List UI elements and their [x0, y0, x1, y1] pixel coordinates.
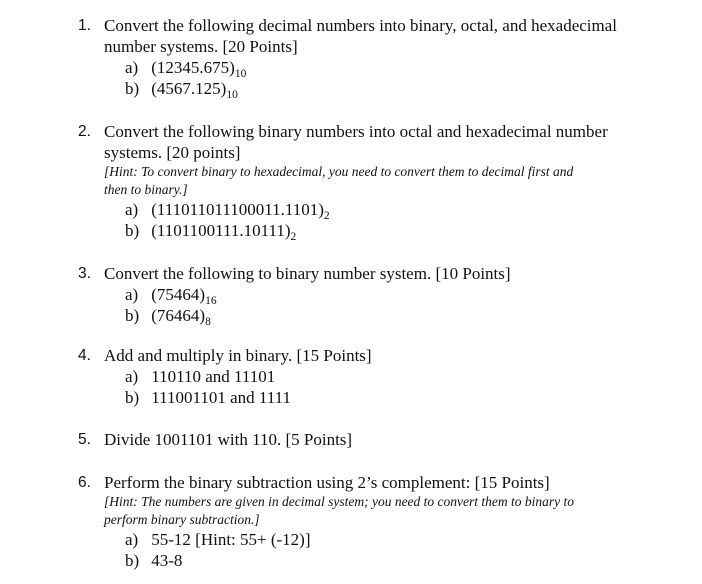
- part-a: a) $(12345.675)_{10}$: [125, 58, 247, 80]
- hint-text: [Hint: To convert binary to hexadecimal, you need to convert them to decimal first and then to binary.]: [104, 164, 574, 197]
- question-4: [78, 345, 678, 408]
- question-text: Add and multiply in binary. [15 Points]: [104, 346, 372, 365]
- part-b: b) 43-8: [125, 551, 183, 570]
- question-text: Convert the following decimal numbers into binary, octal, and hexadecimal number systems. [20 Points]: [104, 16, 617, 56]
- part-a: a) $(75464)_{16}$: [125, 285, 217, 307]
- part-b: b) $(4567.125)_{10}$: [125, 79, 238, 101]
- question-3: [78, 263, 678, 326]
- hint-text: [Hint: The numbers are given in decimal system; you need to convert them to binary to perform binary subtraction.]: [104, 494, 575, 527]
- question-6: [78, 472, 678, 571]
- question-number: 3.: [78, 265, 91, 282]
- question-1: [78, 15, 678, 99]
- question-number: 6.: [78, 474, 91, 491]
- question-text: Divide 1001101 with 110. [5 Points]: [104, 430, 353, 449]
- part-b: b) $(76464)_8$: [125, 306, 211, 328]
- part-a: a) 55-12 [Hint: 55+ (-12)]: [125, 530, 311, 549]
- part-b: b) $(1101100111.10111)_2$: [125, 221, 297, 243]
- question-text: Perform the binary subtraction using 2’s complement: [15 Points]: [104, 473, 550, 492]
- part-a: a) 110110 and 11101: [125, 367, 276, 386]
- question-text: Convert the following to binary number system. [10 Points]: [104, 264, 511, 283]
- question-5: [78, 429, 678, 450]
- part-b: b) 111001101 and 1111: [125, 388, 292, 407]
- question-number: 4.: [78, 347, 91, 364]
- question-2: [78, 121, 678, 241]
- question-number: 5.: [78, 431, 91, 448]
- part-a: a) $(111011011100011.1101)_2$: [125, 200, 330, 222]
- question-number: 2.: [78, 123, 91, 140]
- question-text: Convert the following binary numbers into octal and hexadecimal number systems. [20 points]: [104, 122, 608, 162]
- question-number: 1.: [78, 17, 91, 34]
